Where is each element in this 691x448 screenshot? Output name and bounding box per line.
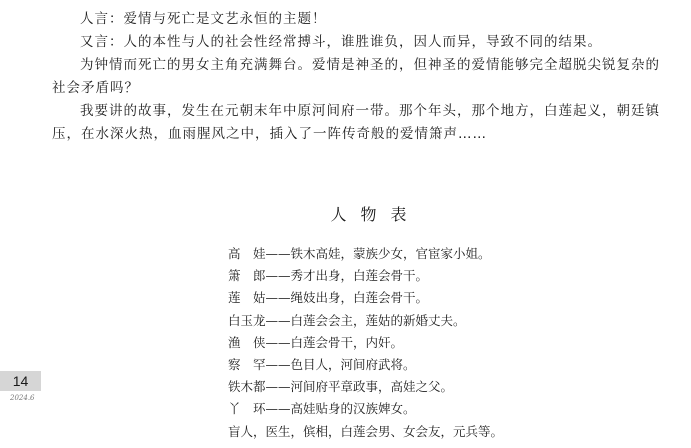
intro-paragraph-4: 我要讲的故事，发生在元朝末年中原河间府一带。那个年头，那个地方，白莲起义，朝廷镇压，在水深火热，血雨腥风之中，插入了一阵传奇般的爱情箫声……	[52, 103, 660, 142]
cast-list	[228, 243, 503, 443]
intro-paragraph-3: 为钟情而死亡的男女主角充满舞台。爱情是神圣的，但神圣的爱情能够完全超脱尖锐复杂的社会矛盾吗？	[52, 57, 660, 96]
cast-item: 莲 姑——绳妓出身，白莲会骨干。	[228, 290, 429, 306]
issue-date: 2024.6	[10, 394, 35, 402]
intro-paragraph-2: 又言：人的本性与人的社会性经常搏斗，谁胜谁负，因人而异，导致不同的结果。	[80, 34, 602, 50]
cast-item: 白玉龙——白莲会会主，莲姑的新婚丈夫。	[228, 312, 466, 328]
cast-item: 丫 环——高娃贴身的汉族婢女。	[228, 401, 416, 417]
cast-item: 铁木都——河间府平章政事，高娃之父。	[228, 379, 454, 395]
page-number: 14	[0, 371, 41, 391]
cast-item: 渔 侠——白莲会骨干，内奸。	[228, 334, 404, 350]
intro-paragraph-1: 人言：爱情与死亡是文艺永恒的主题！	[80, 11, 327, 27]
cast-item: 箫 郎——秀才出身，白莲会骨干。	[228, 268, 429, 284]
cast-item: 察 罕——色目人，河间府武将。	[228, 357, 416, 373]
cast-item: 盲人，医生，傧相，白莲会男、女会友，元兵等。	[228, 423, 504, 439]
cast-list-title: 人物表	[330, 205, 421, 224]
cast-item: 高 娃——铁木高娃，蒙族少女，官宦家小姐。	[228, 246, 491, 261]
